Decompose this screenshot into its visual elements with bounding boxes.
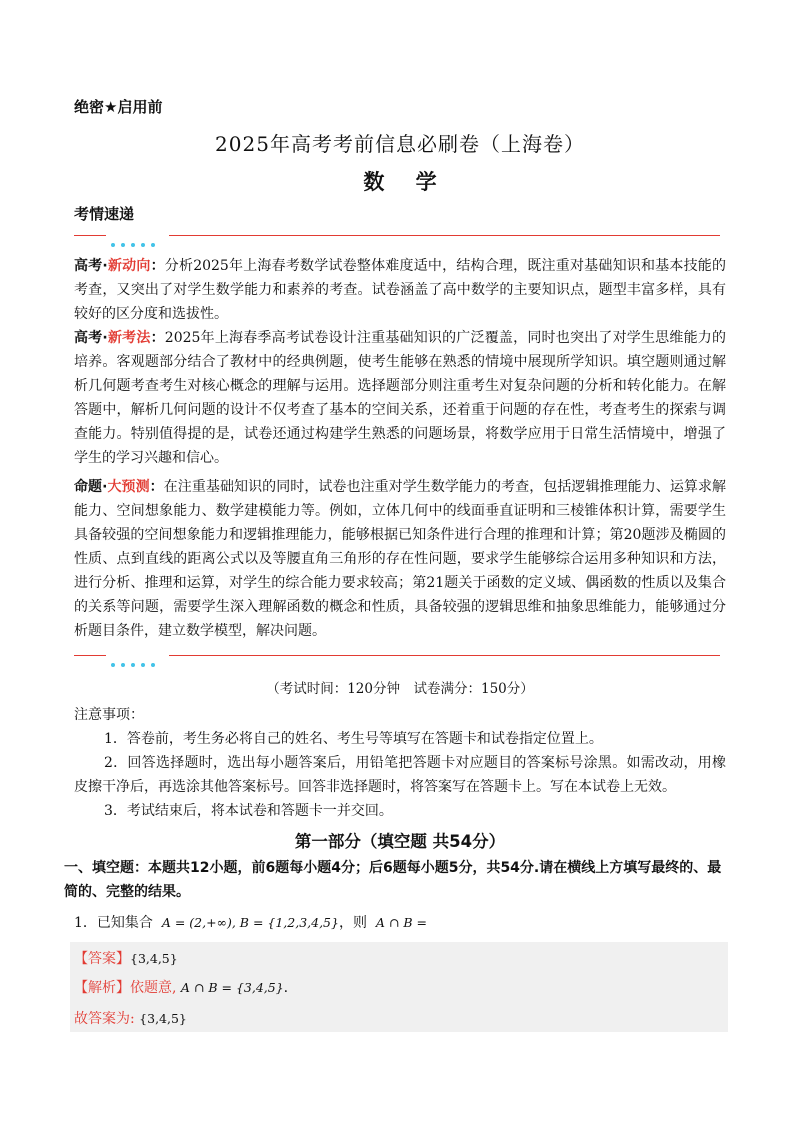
method-text: 2025年上海春季高考试卷设计注重基础知识的广泛覆盖，同时也突出了对学生思维能力的培养。客观题部分结合了教材中的经典例题，使考生能够在熟悉的情境中展现所学知识。填空题则通过解析几何题考查考生对核心概念的理解与运用。选择题部分则注重考生对复杂问题的分析和转化能力。在解答题中，解析几何问题的设计不仅考查了基本的空间关系，还着重于问题的存在性，考查考生的探索与调查能力。特别值得提的是，试卷还通过构建学生熟悉的问题场景，将数学应用于日常生活情境中，增强了学生的学习兴趣和信心。 [74,330,727,466]
secret-label: 绝密★启用前 [74,98,163,116]
trend-paragraph [74,254,726,326]
section-divider-top [74,232,720,240]
notes-block [74,703,726,823]
trend-text: 分析2025年上海春考数学试卷整体难度适中，结构合理，既注重对基础知识和基本技能的考查，又突出了对学生数学能力和素养的考查。试卷涵盖了高中数学的主要知识点，题型丰富多样，具有较好的区分度和选拔性。 [74,258,727,322]
question-stem: 已知集合 [96,915,153,931]
forecast-text: 在注重基础知识的同时，试卷也注重对学生数学能力的考查，包括逻辑推理能力、运算求解能力、空间想象能力、数学建模能力等。例如，立体几何中的线面垂直证明和三棱锥体积计算，需要学生具备较强的空间想象能力和逻辑推理能力，能够根据已知条件进行合理的推理和计算；第20题涉及椭圆的性质、点到直线的距离公式以及等腰直角三角形的存在性问题，要求学生能够综合运用多种知识和方法，进行分析、推理和运算，对学生的综合能力要求较高；第21题关于函数的定义域、偶函数的性质以及集合的关系等问题，需要学生深入理解函数的概念和性质，具备较强的逻辑思维和抽象思维能力，能够通过分析题目条件，建立数学模型，解决问题。 [74,479,726,639]
final-answer-line [74,1008,187,1028]
divider-line [74,235,106,236]
forecast-paragraph [74,475,726,643]
trend-prefix: 高考· [74,258,108,274]
method-colon: ： [150,330,165,346]
overview-heading: 考情速递 [74,205,135,223]
trend-colon: ： [150,258,165,274]
analysis-expression: A ∩ B = {3,4,5} [180,980,284,995]
method-paragraph [74,326,726,470]
page-title: 2025年高考考前信息必刷卷（上海卷） [215,132,585,156]
analysis-suffix: . [283,980,289,996]
question-stem-mid: ，则 [338,915,367,931]
analysis-prefix: 依题意, [130,980,177,996]
section-description: 一、填空题：本题共12小题，前6题每小题4分；后6题每小题5分，共54分.请在横线上方填写最终的、最简的、完整的结果。 [64,860,722,900]
answer-label: 【答案】 [74,951,130,967]
note-item: 1．答卷前，考生务必将自己的姓名、考生号等填写在答题卡和试卷指定位置上。 [104,731,603,747]
divider-line [74,655,106,656]
target-expression: A ∩ B = [375,915,427,930]
divider-line [169,655,720,656]
trend-label: 新动向 [107,258,151,274]
forecast-label: 大预测 [107,479,150,495]
note-item: 2．回答选择题时，选出每小题答案后，用铅笔把答题卡对应题目的答案标号涂黑。如需改动，用橡皮擦干净后，再选涂其他答案标号。回答非选择题时，将答案写在答题卡上。写在本试卷上无效。 [74,755,726,795]
notes-heading: 注意事项： [74,707,144,723]
method-label: 新考法 [107,330,151,346]
part-title: 第一部分（填空题 共54分） [294,832,506,851]
final-value: {3,4,5} [139,1011,187,1026]
exam-info: （考试时间：120分钟 试卷满分：150分） [266,681,534,697]
question-1 [74,912,427,932]
divider-dots [111,232,163,240]
forecast-prefix: 命题· [74,479,108,495]
analysis-label: 【解析】 [74,980,130,996]
divider-line [169,235,720,236]
subject-title: 数 学 [363,170,449,194]
forecast-colon: ： [149,479,164,495]
set-expression: A = (2,+∞), B = {1,2,3,4,5} [161,915,339,930]
note-item: 3．考试结束后，将本试卷和答题卡一并交回。 [104,803,393,819]
method-prefix: 高考· [74,330,108,346]
final-label: 故答案为: [74,1011,135,1027]
question-number: 1． [74,915,97,931]
answer-value: {3,4,5} [130,951,178,966]
section-divider-bottom [74,652,720,660]
divider-dots [111,652,163,660]
analysis-line [74,977,288,997]
answer-line [74,948,178,968]
